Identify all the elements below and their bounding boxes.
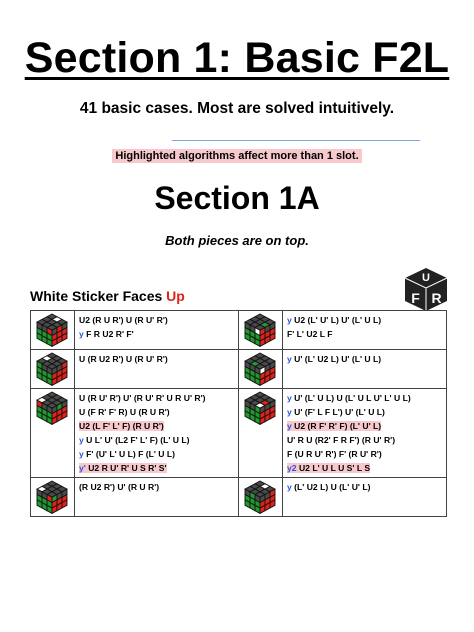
algorithm-text: U2 (R F' R' F) (L' U' L) [291,421,382,431]
cube-diagram-icon [243,352,277,386]
case-1-cube [31,311,75,350]
algorithm-line [79,480,236,494]
section-title: Section 1A [154,180,320,216]
face-heading-accent: Up [166,288,185,304]
page-title: Section 1: Basic F2L [24,34,450,82]
algorithm-text: F' (U' L' U L) F (L' U L) [83,449,176,459]
face-heading-prefix: White Sticker Faces [30,288,167,304]
algorithm-text: U (F R' F' R) U (R U R') [79,407,170,417]
rotation-prefix: y2 [287,463,297,473]
rotation-prefix: y [287,421,292,431]
case-6-cube [239,389,283,478]
rotation-prefix: y [287,354,292,364]
cube-diagram-icon [35,352,69,386]
cube-logo-icon [403,266,449,312]
case-8-cube [239,478,283,517]
rotation-prefix: y' [79,463,86,473]
case-3-algorithms [75,350,239,389]
algorithm-line [79,352,236,366]
algorithm-text: F (U R U' R') F' (R U' R') [287,449,382,459]
algorithm-text: U2 R U' R' U S R' S' [85,463,167,473]
algorithm-text: (R U2 R') U' (R U R') [79,482,160,492]
algorithm-line [79,461,236,475]
cube-diagram-icon [243,313,277,347]
algorithm-text: U (R U' R') U' (R U' R' U R U' R') [79,393,206,403]
table-row [31,350,447,389]
case-5-cube [31,389,75,478]
page-subtitle: 41 basic cases. Most are solved intuitively. [79,100,395,117]
algorithm-line [287,352,444,366]
algorithm-line [287,313,444,327]
highlight-note [0,150,474,162]
cube-diagram-icon [243,391,277,425]
algorithm-line [287,447,444,461]
case-2-algorithms [283,311,447,350]
cube-diagram-icon [35,313,69,347]
case-4-cube [239,350,283,389]
highlight-note-text: Highlighted algorithms affect more than 1 slot. [112,149,361,163]
cube-diagram-icon [35,480,69,514]
algorithm-text: U L' U' (L2 F' L' F) (L' U L) [83,435,190,445]
algorithm-text: U2 (L' U' L) U' (L' U L) [291,315,382,325]
section-subtitle: Both pieces are on top. [165,233,309,248]
case-5-algorithms [75,389,239,478]
algorithm-text: (L' U2 L) U (L' U' L) [291,482,371,492]
rotation-prefix: y [79,435,84,445]
case-2-cube [239,311,283,350]
table-row [31,311,447,350]
algorithm-line [287,419,444,433]
algorithm-line [287,327,444,341]
case-8-algorithms [283,478,447,517]
rotation-prefix: y [79,449,84,459]
algorithm-text: U' (L' U L) U (L' U L U' L' U L) [291,393,411,403]
rotation-prefix: y [287,393,292,403]
case-4-algorithms [283,350,447,389]
cases-table [30,310,447,517]
table-row [31,389,447,478]
algorithm-line [79,391,236,405]
logo-letter-u: U [422,272,430,284]
cube-diagram-icon [35,391,69,425]
algorithm-line [287,391,444,405]
face-heading [30,288,185,304]
algorithm-text: F R U2 R' F' [83,329,134,339]
divider-line [172,140,420,141]
cube-diagram-icon [243,480,277,514]
rotation-prefix: y [79,329,84,339]
case-3-cube [31,350,75,389]
algorithm-text: U' R U (R2' F R F') (R U' R') [287,435,396,445]
algorithm-text: U2 (L F' L' F) (R U R') [79,421,164,431]
rotation-prefix: y [287,407,292,417]
algorithm-line [79,447,236,461]
case-1-algorithms [75,311,239,350]
algorithm-line [287,480,444,494]
algorithm-line [287,433,444,447]
algorithm-line [79,313,236,327]
algorithm-line [79,419,236,433]
algorithm-text: U2 (R U R') U (R U' R') [79,315,168,325]
algorithm-line [79,405,236,419]
algorithm-text: U' (F' L F L') U' (L' U L) [291,407,385,417]
case-7-algorithms [75,478,239,517]
rotation-prefix: y [287,482,292,492]
algorithm-text: F' L' U2 L F [287,329,333,339]
algorithm-line [79,433,236,447]
logo-letter-r: R [431,290,442,306]
rotation-prefix: y [287,315,292,325]
algorithm-text: U' (L' U2 L) U' (L' U L) [291,354,382,364]
algorithm-line [79,327,236,341]
table-row [31,478,447,517]
algorithm-line [287,405,444,419]
case-7-cube [31,478,75,517]
algorithm-text: U2 L' U L U S' L S [296,463,371,473]
algorithm-line [287,461,444,475]
case-6-algorithms [283,389,447,478]
algorithm-text: U (R U2 R') U (R U' R') [79,354,168,364]
logo-letter-f: F [411,290,420,306]
